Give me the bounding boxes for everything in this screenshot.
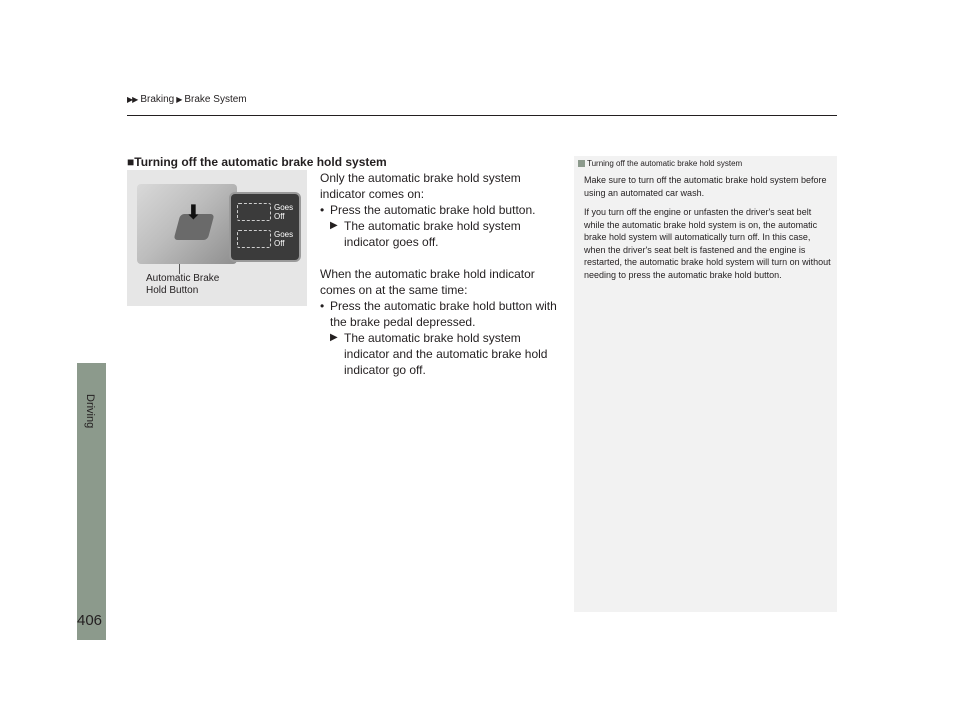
brake-hold-figure — [127, 170, 307, 306]
intro-line: indicator comes on: — [320, 187, 425, 201]
arrow-right-icon: ▶ — [176, 95, 183, 104]
result-text — [344, 330, 547, 378]
result-text — [344, 218, 521, 250]
section-heading: ■Turning off the automatic brake hold system — [127, 155, 387, 169]
header-divider — [127, 115, 837, 116]
bullet-icon: • — [320, 299, 325, 313]
indicator-label: Goes Off — [274, 230, 294, 248]
down-arrow-icon: ⬇ — [185, 202, 202, 224]
sidebar-paragraph: Make sure to turn off the automatic brake hold system before using an automated car wash. — [584, 175, 827, 198]
result-item — [320, 330, 570, 378]
bullet-line: the brake pedal depressed. — [330, 315, 476, 329]
brake-hold-system-indicator — [237, 203, 271, 221]
bullet-icon: • — [320, 203, 325, 217]
list-item — [320, 202, 570, 218]
bullet-line: Press the automatic brake hold button with — [330, 299, 557, 313]
paragraph-line: When the automatic brake hold indicator — [320, 267, 535, 281]
chapter-tab-label: Driving — [84, 394, 96, 429]
result-line: indicator and the automatic brake hold — [344, 347, 548, 361]
caption-line: Automatic Brake — [146, 273, 220, 284]
brake-hold-indicator — [237, 230, 271, 248]
body-text — [320, 170, 570, 378]
breadcrumb-item-brake-system[interactable]: Brake System — [184, 94, 247, 105]
indicator-label: Goes Off — [274, 203, 294, 221]
result-arrow-icon: ▶ — [330, 332, 338, 343]
bullet-text — [330, 298, 557, 330]
page-number: 406 — [77, 612, 103, 629]
bullet-text: Press the automatic brake hold button. — [330, 203, 536, 217]
note-marker-icon — [578, 160, 585, 167]
intro-line: Only the automatic brake hold system — [320, 171, 521, 185]
paragraph-line: comes on at the same time: — [320, 283, 468, 297]
caption-line: Hold Button — [146, 285, 199, 296]
sidebar-heading-text: Turning off the automatic brake hold system — [587, 159, 743, 168]
sidebar-paragraph: If you turn off the engine or unfasten the driver's seat belt while the automatic brake hold system is on, the automatic brake hold system will automatically turn off. In this case, when the driver's seat belt is fastened and the engine is restarted, the automatic brake hold system will turn on without needing to press the automatic brake hold button. — [584, 207, 831, 280]
figure-caption — [146, 273, 219, 297]
sidebar-text — [584, 174, 832, 288]
list-item — [320, 298, 570, 330]
indicator-display — [229, 192, 301, 262]
result-line: indicator goes off. — [344, 235, 439, 249]
breadcrumb-item-braking[interactable]: Braking — [140, 94, 175, 105]
result-item — [320, 218, 570, 250]
sidebar-note — [574, 156, 837, 612]
breadcrumb — [127, 94, 247, 105]
result-line: indicator go off. — [344, 363, 426, 377]
result-arrow-icon: ▶ — [330, 220, 338, 231]
sidebar-heading[interactable] — [578, 159, 742, 168]
result-line: The automatic brake hold system — [344, 331, 521, 345]
double-arrow-icon: ▶▶ — [127, 95, 138, 104]
console-photo — [137, 184, 237, 264]
result-line: The automatic brake hold system — [344, 219, 521, 233]
